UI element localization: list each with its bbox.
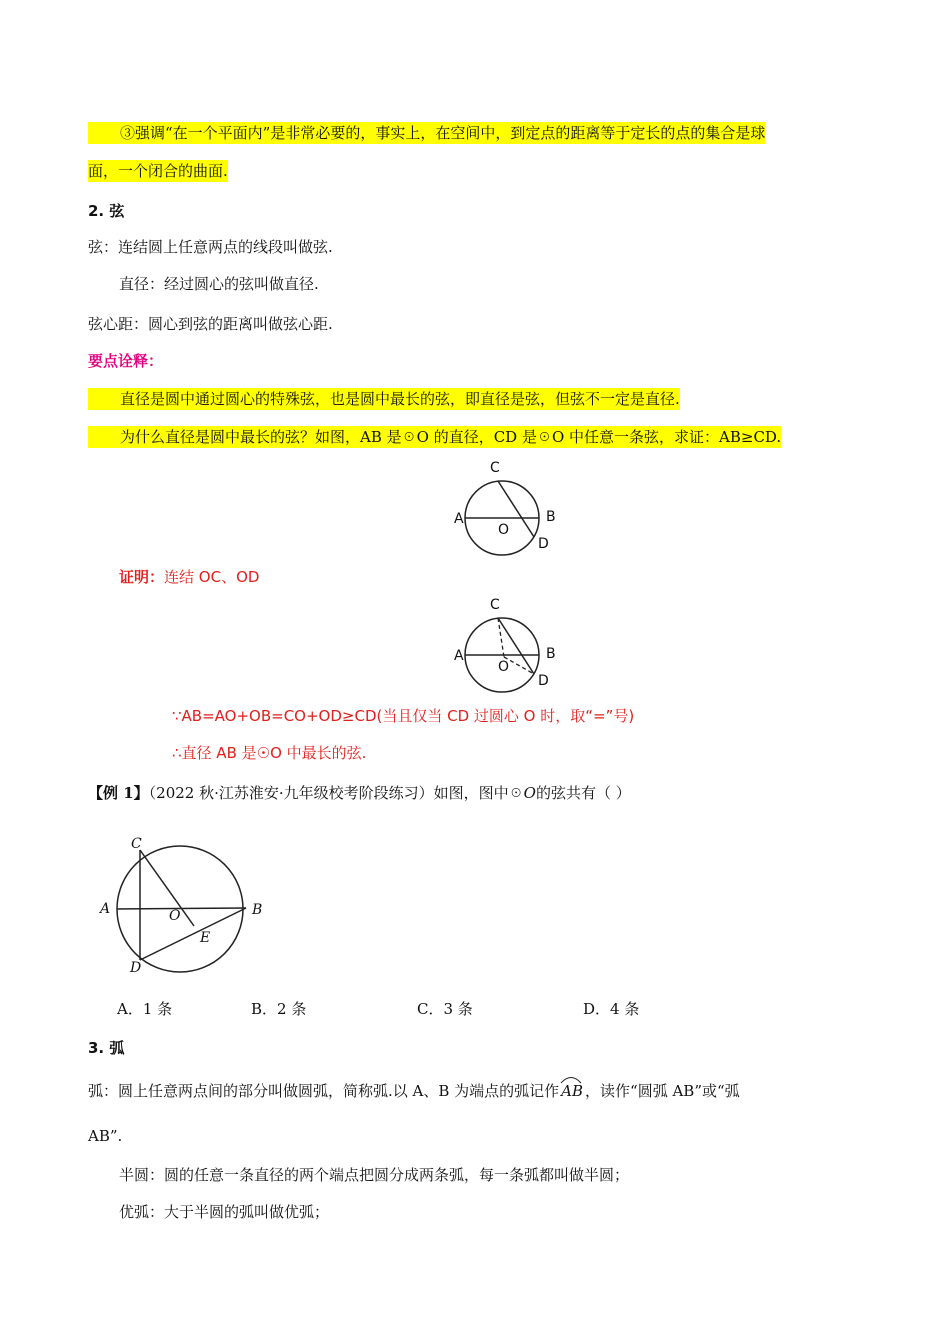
label-d: D	[538, 536, 549, 552]
section2-heading: 2. 弦	[88, 202, 125, 220]
arc-ab-symbol: AB	[559, 1080, 585, 1102]
option-a[interactable]: A．1 条	[117, 1000, 173, 1018]
arc-definition-line1: 弧：圆上任意两点间的部分叫做圆弧，简称弧.以 A、B 为端点的弧记作 AB ，读作“圆弧 AB”或“弧	[88, 1080, 740, 1102]
chord-distance-definition: 弦心距：圆心到弦的距离叫做弦心距.	[88, 315, 333, 333]
label-d: D	[130, 960, 142, 976]
semicircle-definition: 半圆：圆的任意一条直径的两个端点把圆分成两条弧，每一条弧都叫做半圆；	[119, 1166, 630, 1184]
proof-intro	[119, 566, 259, 588]
example1-figure	[96, 836, 271, 976]
proof-text: 连结 OC、OD	[164, 568, 260, 586]
proof-line2: ∴直径 AB 是☉O 中最长的弦.	[172, 744, 367, 762]
option-c[interactable]: C．3 条	[417, 1000, 473, 1018]
example1-question: 【例 1】（2022 秋·江苏淮安·九年级校考阶段练习）如图，图中☉O的弦共有（ ）	[88, 784, 631, 802]
label-e: E	[200, 930, 211, 946]
diameter-definition: 直径：经过圆心的弦叫做直径.	[119, 275, 319, 293]
label-a: A	[454, 511, 464, 527]
label-b: B	[546, 646, 556, 662]
example1-label: 【例 1】	[88, 784, 149, 802]
label-o: O	[169, 908, 181, 924]
chord-definition: 弦：连结圆上任意两点的线段叫做弦.	[88, 238, 333, 256]
label-b: B	[546, 509, 556, 525]
option-d[interactable]: D．4 条	[583, 1000, 640, 1018]
segment-cb	[140, 850, 194, 926]
key-point-line2: 为什么直径是圆中最长的弦？如图，AB 是☉O 的直径，CD 是☉O 中任意一条弦，求证：AB≥CD.	[88, 426, 781, 448]
label-o: O	[498, 522, 510, 538]
label-o: O	[498, 659, 510, 675]
key-points-label: 要点诠释：	[88, 352, 164, 370]
figure-circle-chord	[450, 455, 560, 555]
label-c: C	[490, 597, 500, 613]
label-c: C	[131, 836, 142, 852]
label-d: D	[538, 673, 549, 689]
section3-heading: 3. 弧	[88, 1039, 125, 1057]
arc-definition-line2: AB”.	[88, 1127, 123, 1145]
label-b: B	[252, 902, 263, 918]
key-point-line1: 直径是圆中通过圆心的特殊弦，也是圆中最长的弦，即直径是弦，但弦不一定是直径.	[88, 388, 680, 410]
label-c: C	[490, 460, 500, 476]
proof-line1: ∵AB=AO+OB=CO+OD≥CD(当且仅当 CD 过圆心 O 时，取“=”号)	[172, 707, 635, 725]
label-a: A	[454, 648, 464, 664]
proof-label: 证明：	[119, 568, 165, 586]
figure-circle-proof	[450, 592, 560, 692]
major-arc-definition: 优弧：大于半圆的弧叫做优弧；	[119, 1203, 330, 1221]
note3-line2: 面，一个闭合的曲面.	[88, 162, 228, 180]
note3-line1: ③强调“在一个平面内”是非常必要的，事实上，在空间中，到定点的距离等于定长的点的集合是球	[88, 122, 765, 144]
option-b[interactable]: B．2 条	[251, 1000, 307, 1018]
segment-db	[140, 908, 246, 960]
label-a: A	[100, 901, 111, 917]
